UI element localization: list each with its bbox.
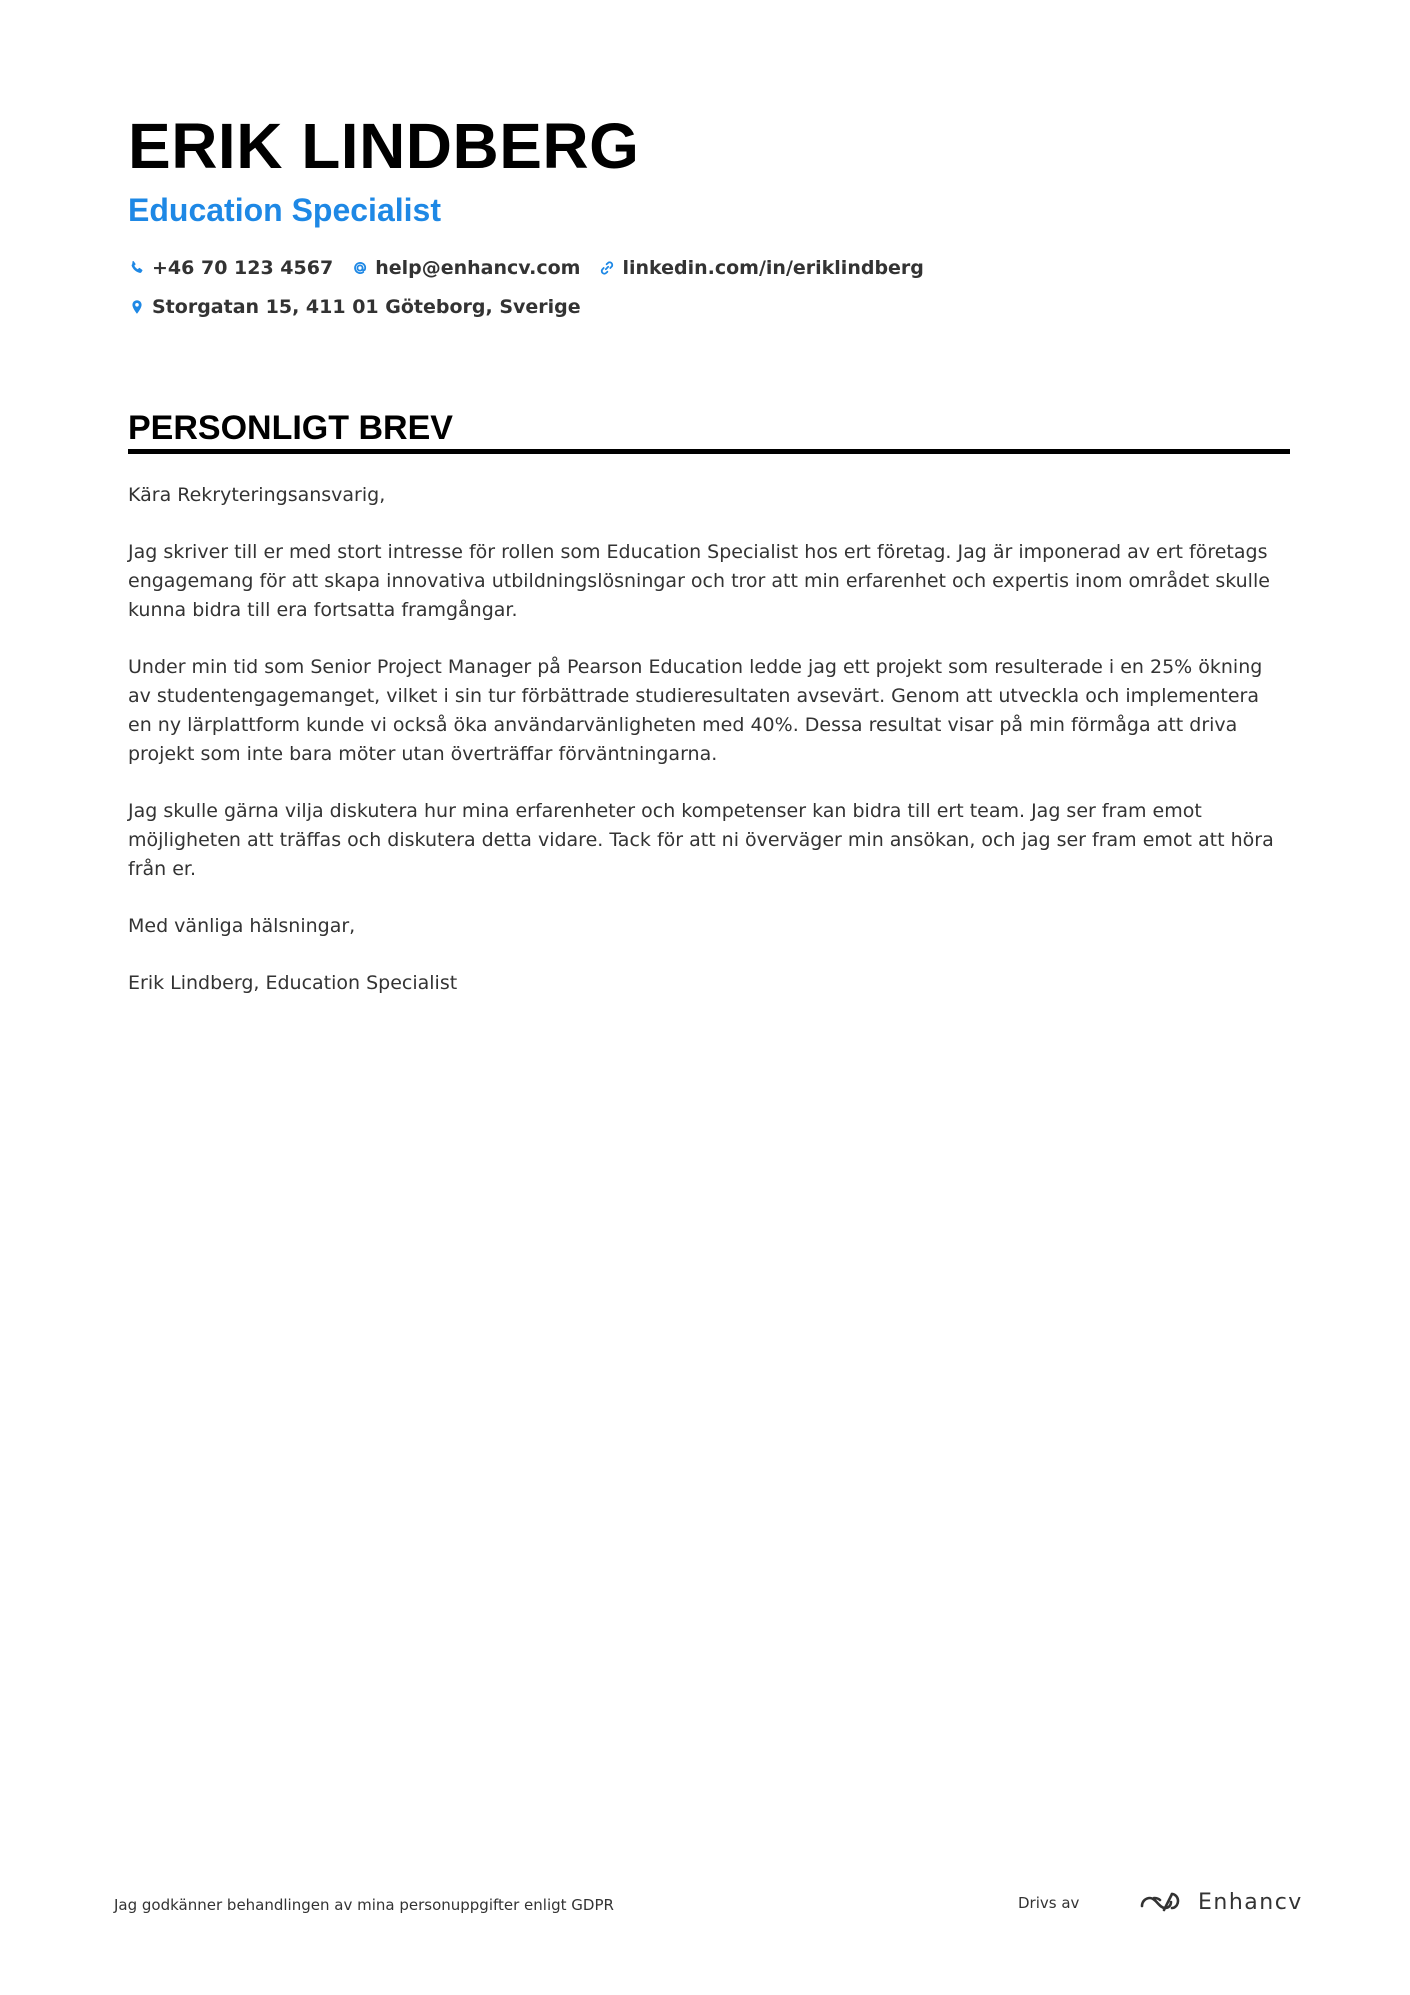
contact-phone [128,257,333,279]
section-divider [128,449,1290,454]
brand-name: Enhancv [1198,1889,1303,1915]
link-icon [598,259,616,277]
brand-link[interactable] [1138,1884,1303,1920]
contact-row-primary [128,253,942,283]
letter-paragraph: Under min tid som Senior Project Manager på Pearson Education ledde jag ett projekt som resulterade i en 25% ökning av studentengagemanget, vilket i sin tur förbättrade studieresultaten avsevärt. Genom att utveckla och implementera en ny lärplattform kunde vi också öka användarvänligheten med 40%. Dessa resultat visar på min förmåga att driva projekt som inte bara möter utan överträffar förväntningarna. [128,656,1263,765]
contact-row-address [128,292,599,322]
enhancv-logo-icon [1138,1888,1188,1916]
letter-greeting: Kära Rekryteringsansvarig, [128,484,386,506]
linkedin-link[interactable]: linkedin.com/in/eriklindberg [622,257,924,279]
gdpr-consent: Jag godkänner behandlingen av mina personuppgifter enligt GDPR [114,1896,614,1914]
at-icon [351,259,369,277]
contact-linkedin [598,257,923,279]
letter-paragraph: Jag skriver till er med stort intresse för rollen som Education Specialist hos ert företag. Jag är imponerad av ert företags engagemang för att skapa innovativa utbildningslösningar och tror att min erfarenhet och expertis inom området skulle kunna bidra till era fortsatta framgångar. [128,541,1270,621]
address-text: Storgatan 15, 411 01 Göteborg, Sverige [152,296,581,318]
email-link[interactable]: help@enhancv.com [375,257,581,279]
phone-icon [128,259,146,277]
powered-by-label: Drivs av [1018,1894,1080,1912]
contact-address [128,296,581,318]
location-pin-icon [128,298,146,316]
applicant-name: ERIK LINDBERG [128,110,640,182]
phone-text: +46 70 123 4567 [152,257,334,279]
letter-closing: Med vänliga hälsningar, [128,915,356,937]
letter-paragraph: Jag skulle gärna vilja diskutera hur mina erfarenheter och kompetenser kan bidra till ert team. Jag ser fram emot möjligheten att träffas och diskutera detta vidare. Tack för att ni överväger min ansökan, och jag ser fram emot att höra från er. [128,800,1274,880]
letter-body [128,481,1288,1026]
letter-signature: Erik Lindberg, Education Specialist [128,972,458,994]
job-title: Education Specialist [128,192,441,228]
section-title: PERSONLIGT BREV [128,409,453,447]
contact-email [351,257,580,279]
